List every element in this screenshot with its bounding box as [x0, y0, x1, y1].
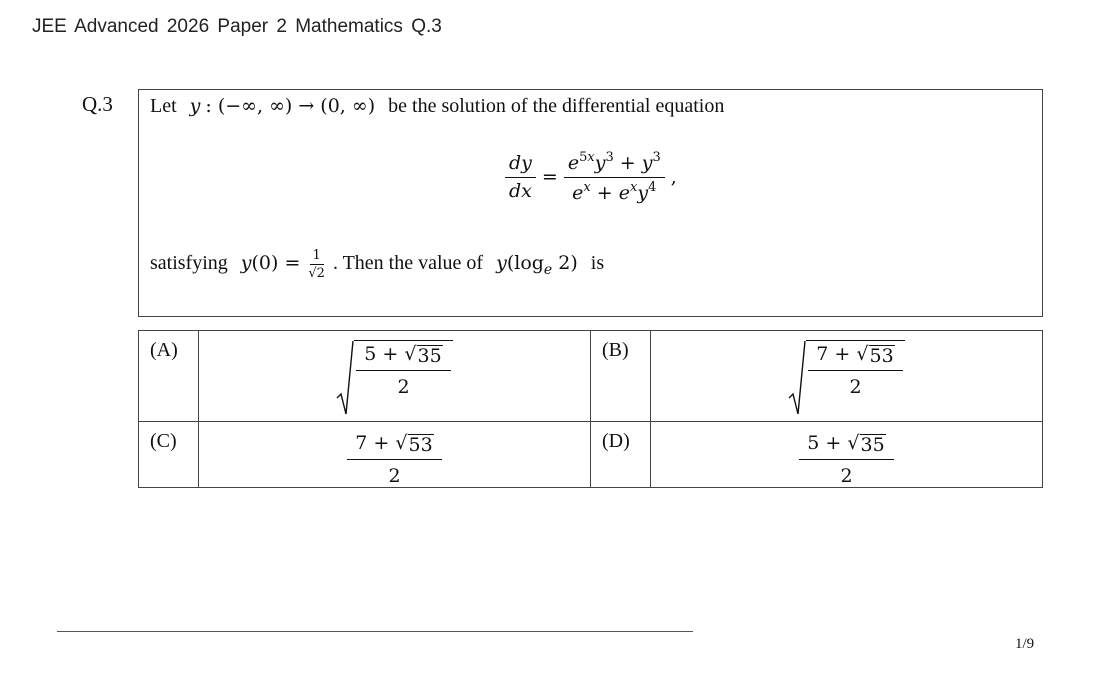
- condition-numerator: 1: [310, 248, 324, 265]
- outer-radical: 7 + √ 53 2: [788, 340, 904, 416]
- condition-fraction: [305, 248, 328, 281]
- derivative-numerator: dy: [505, 152, 536, 178]
- option-c-answer[interactable]: 7 + √ 53 2: [199, 422, 591, 488]
- options-table: [138, 330, 1043, 488]
- outer-radical: 5 + √ 35 2: [336, 340, 452, 416]
- condition-lhs: y(0) =: [240, 252, 301, 275]
- initial-condition-line: [150, 248, 604, 281]
- target-expression: $y(\log_e$ 2): [496, 252, 578, 278]
- rhs-numerator: $e^{5x}y^3 + y^3$: [564, 150, 665, 178]
- options-row: [139, 422, 1043, 488]
- rhs-fraction: [564, 150, 665, 205]
- equals-sign: =: [541, 166, 558, 189]
- question-number: Q.3: [82, 92, 113, 116]
- rhs-denominator: $e^x + e^xy^4$: [572, 179, 657, 204]
- question-statement-line: [150, 95, 724, 118]
- statement-lead: Let: [150, 95, 177, 117]
- option-b-label: (B): [591, 331, 651, 422]
- options-row: [139, 331, 1043, 422]
- derivative-fraction: [505, 152, 536, 203]
- condition-denominator: √2: [308, 265, 325, 281]
- option-c-label: (C): [139, 422, 199, 488]
- function-variable: y: [189, 95, 201, 117]
- differential-equation: [505, 150, 677, 205]
- footer-divider: [57, 631, 693, 632]
- option-d-answer[interactable]: 5 + √ 35 2: [651, 422, 1043, 488]
- equation-comma: ,: [670, 166, 677, 189]
- condition-lead: satisfying: [150, 252, 228, 275]
- option-a-answer[interactable]: [199, 331, 591, 422]
- question-box: [138, 89, 1043, 317]
- option-a-label: (A): [139, 331, 199, 422]
- radical-icon: [788, 340, 806, 416]
- condition-middle: . Then the value of: [332, 252, 484, 275]
- statement-tail: be the solution of the differential equation: [388, 95, 725, 117]
- option-b-answer[interactable]: [651, 331, 1043, 422]
- function-mapping: : (−∞, ∞) → (0, ∞): [205, 95, 376, 117]
- option-d-label: (D): [591, 422, 651, 488]
- radical-icon: [336, 340, 354, 416]
- derivative-denominator: dx: [509, 179, 532, 202]
- page-number: 1/9: [1015, 636, 1035, 652]
- page-header-title: JEE Advanced 2026 Paper 2 Mathematics Q.3: [32, 16, 442, 37]
- condition-tail: is: [590, 252, 605, 275]
